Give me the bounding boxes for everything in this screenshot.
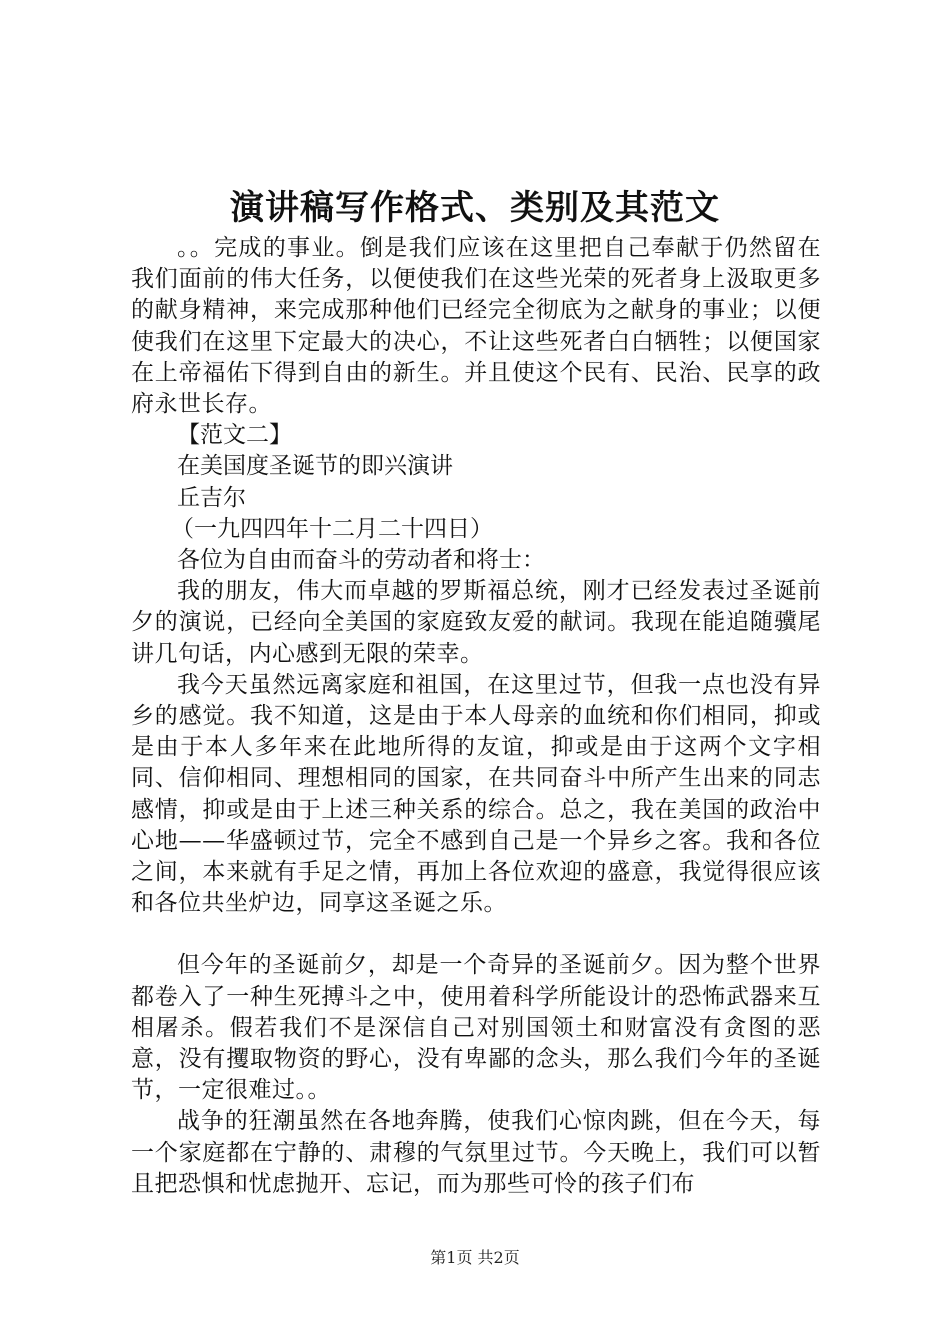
paragraph: 我今天虽然远离家庭和祖国，在这里过节，但我一点也没有异乡的感觉。我不知道，这是由于本人母亲的血统和你们相同，抑或是由于本人多年来在此地所得的友谊，抑或是由于这两个文字相同、信仰相同、理想相同的国家，在共同奋斗中所产生出来的同志感情，抑或是由于上述三种关系的综合。总之，我在美国的政治中心地——华盛顿过节，完全不感到自己是一个异乡之客。我和各位之间，本来就有手足之情，再加上各位欢迎的盛意，我觉得很应该和各位共坐炉边，同享这圣诞之乐。 xyxy=(131,671,821,917)
paragraph: 我的朋友，伟大而卓越的罗斯福总统，刚才已经发表过圣诞前夕的演说，已经向全美国的家庭致友爱的献词。我现在能追随骥尾讲几句话，内心感到无限的荣幸。 xyxy=(131,578,821,667)
paragraph-intro: 。。完成的事业。倒是我们应该在这里把自己奉献于仍然留在我们面前的伟大任务，以便使我们在这些光荣的死者身上汲取更多的献身精神，来完成那种他们已经完全彻底为之献身的事业；以便使我们在这里下定最大的决心，不让这些死者白白牺牲；以便国家在上帝福佑下得到自由的新生。并且使这个民有、民治、民享的政府永世长存。 xyxy=(131,235,821,418)
section-heading: 【范文二】 xyxy=(177,422,292,449)
page-footer: 第1页 共2页 xyxy=(430,1248,520,1267)
paragraph: 战争的狂潮虽然在各地奔腾，使我们心惊肉跳，但在今天，每一个家庭都在宁静的、肃穆的气氛里过节。今天晚上，我们可以暂且把恐惧和忧虑抛开、忘记，而为那些可怜的孩子们布 xyxy=(131,1108,821,1197)
document-title: 演讲稿写作格式、类别及其范文 xyxy=(230,188,720,228)
document-body xyxy=(131,233,821,1200)
speech-date: （一九四四年十二月二十四日） xyxy=(171,515,493,542)
speech-salutation: 各位为自由而奋斗的劳动者和将士： xyxy=(177,547,545,574)
speech-title: 在美国度圣诞节的即兴演讲 xyxy=(177,453,453,480)
speech-author: 丘吉尔 xyxy=(177,484,246,511)
paragraph: 但今年的圣诞前夕，却是一个奇异的圣诞前夕。因为整个世界都卷入了一种生死搏斗之中，使用着科学所能设计的恐怖武器来互相屠杀。假若我们不是深信自己对别国领土和财富没有贪图的恶意，没有攫取物资的野心，没有卑鄙的念头，那么我们今年的圣诞节，一定很难过。。 xyxy=(131,952,821,1104)
